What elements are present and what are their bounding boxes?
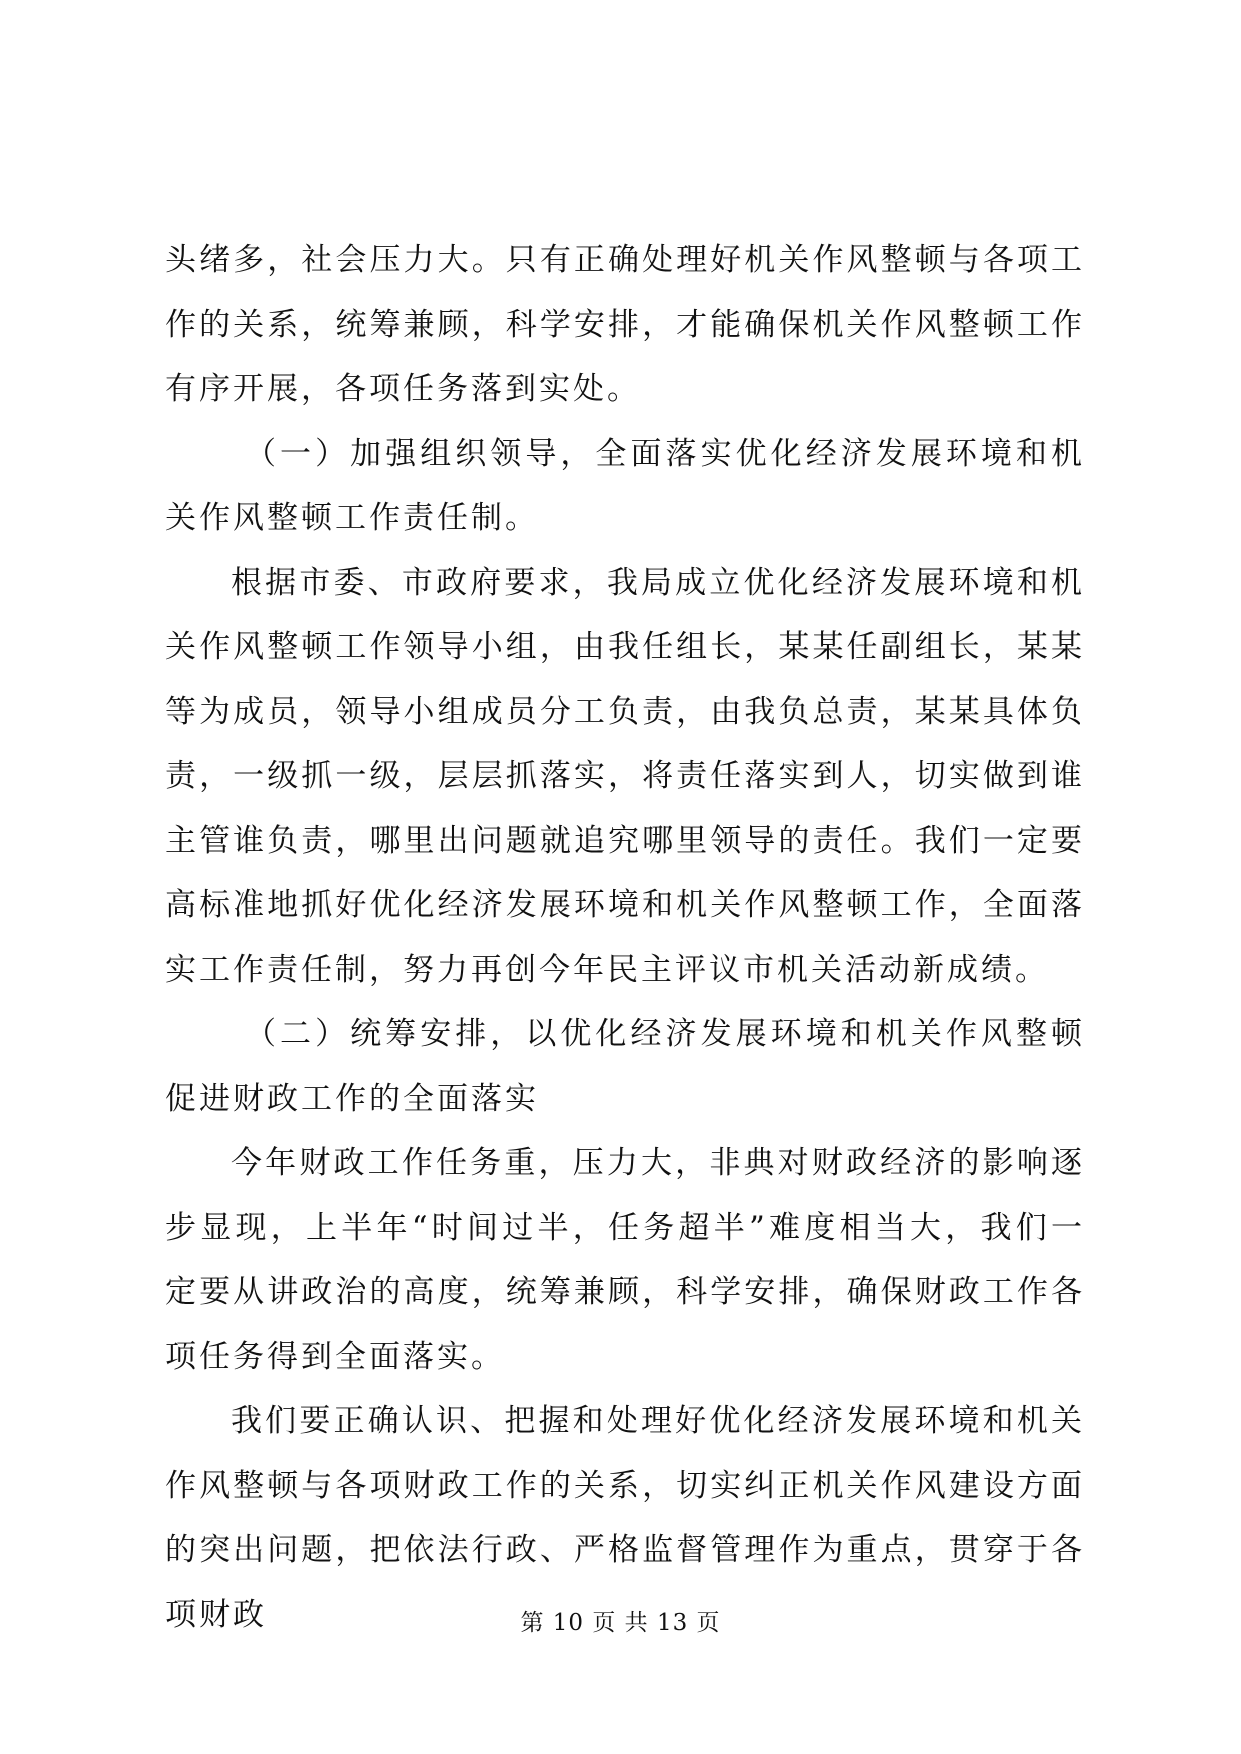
document-body [165,228,1085,1647]
paragraph-finance-tasks: 今年财政工作任务重，压力大，非典对财政经济的影响逐步显现，上半年“时间过半，任务超半”难度相当大，我们一定要从讲政治的高度，统筹兼顾，科学安排，确保财政工作各项任务得到全面落实。 [165,1145,1085,1375]
paragraph-continued: 头绪多，社会压力大。只有正确处理好机关作风整顿与各项工作的关系，统筹兼顾，科学安排，才能确保机关作风整顿工作有序开展，各项任务落到实处。 [165,242,1085,407]
paragraph-finance-relations: 我们要正确认识、把握和处理好优化经济发展环境和机关作风整顿与各项财政工作的关系，切实纠正机关作风建设方面的突出问题，把依法行政、严格监督管理作为重点，贯穿于各项财政 [165,1403,1085,1633]
section-heading-1: （一）加强组织领导，全面落实优化经济发展环境和机关作风整顿工作责任制。 [165,435,1085,536]
page-number-footer: 第 10 页 共 13 页 [520,1610,721,1636]
paragraph-responsibility: 根据市委、市政府要求，我局成立优化经济发展环境和机关作风整顿工作领导小组，由我任组长，某某任副组长，某某等为成员，领导小组成员分工负责，由我负总责，某某具体负责，一级抓一级，层层抓落实，将责任落实到人，切实做到谁主管谁负责，哪里出问题就追究哪里领导的责任。我们一定要高标准地抓好优化经济发展环境和机关作风整顿工作，全面落实工作责任制，努力再创今年民主评议市机关活动新成绩。 [165,564,1085,988]
section-heading-2: （二）统筹安排，以优化经济发展环境和机关作风整顿促进财政工作的全面落实 [165,1016,1085,1117]
